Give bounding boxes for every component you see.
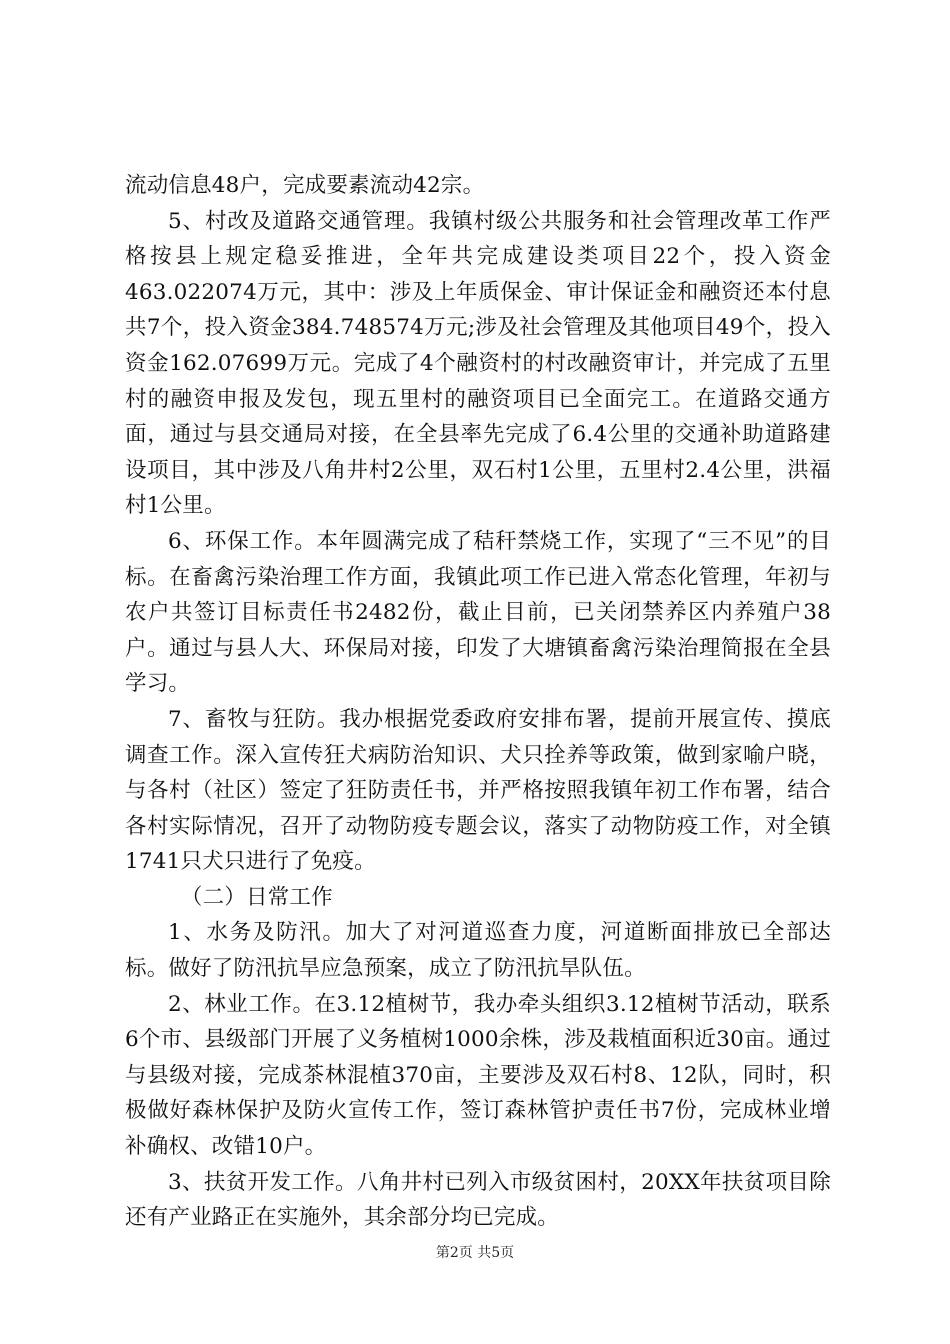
paragraph-environmental-protection: 6、环保工作。本年圆满完成了秸秆禁烧工作，实现了“三不见”的目标。在畜禽污染治理工作方面，我镇此项工作已进入常态化管理，年初与农户共签订目标责任书2482份，截止目前，已关闭禁养区内养殖户38户。通过与县人大、环保局对接，印发了大塘镇畜禽污染治理简报在全县学习。 xyxy=(125,528,831,697)
paragraph-poverty-alleviation: 3、扶贫开发工作。八角井村已列入市级贫困村，20XX年扶贫项目除还有产业路正在实施外，其余部分均已完成。 xyxy=(125,1169,831,1231)
page-footer xyxy=(0,1243,950,1263)
paragraph-continuation: 流动信息48户，完成要素流动42宗。 xyxy=(125,173,485,198)
paragraph-water-flood: 1、水务及防汛。加大了对河道巡查力度，河道断面排放已全部达标。做好了防汛抗旱应急预案，成立了防汛抗旱队伍。 xyxy=(125,920,831,982)
page-number: 第2页 共5页 xyxy=(435,1245,515,1261)
paragraph-village-reform-traffic: 5、村改及道路交通管理。我镇村级公共服务和社会管理改革工作严格按县上规定稳妥推进，全年共完成建设类项目22个，投入资金463.022074万元，其中：涉及上年质保金、审计保证金和融资还本付息共7个，投入资金384.748574万元;涉及社会管理及其他项目49个，投入资金162.07699万元。完成了4个融资村的村改融资审计，并完成了五里村的融资申报及发包，现五里村的融资项目已全面完工。在道路交通方面，通过与县交通局对接，在全县率先完成了6.4公里的交通补助道路建设项目，其中涉及八角井村2公里，双石村1公里，五里村2.4公里，洪福村1公里。 xyxy=(125,208,831,519)
document-body xyxy=(125,168,831,1236)
paragraph-forestry: 2、林业工作。在3.12植树节，我办牵头组织3.12植树节活动，联系6个市、县级部门开展了义务植树1000余株，涉及栽植面积近30亩。通过与县级对接，完成茶林混植370亩，主要涉及双石村8、12队，同时，积极做好森林保护及防火宣传工作，签订森林管护责任书7份，完成林业增补确权、改错10户。 xyxy=(125,991,831,1160)
section-heading-daily-work: （二）日常工作 xyxy=(180,884,333,910)
paragraph-livestock-rabies: 7、畜牧与狂防。我办根据党委政府安排布署，提前开展宣传、摸底调查工作。深入宣传狂犬病防治知识、犬只拴养等政策，做到家喻户晓，与各村（社区）签定了狂防责任书，并严格按照我镇年初工作布署，结合各村实际情况，召开了动物防疫专题会议，落实了动物防疫工作，对全镇1741只犬只进行了免疫。 xyxy=(125,706,831,875)
